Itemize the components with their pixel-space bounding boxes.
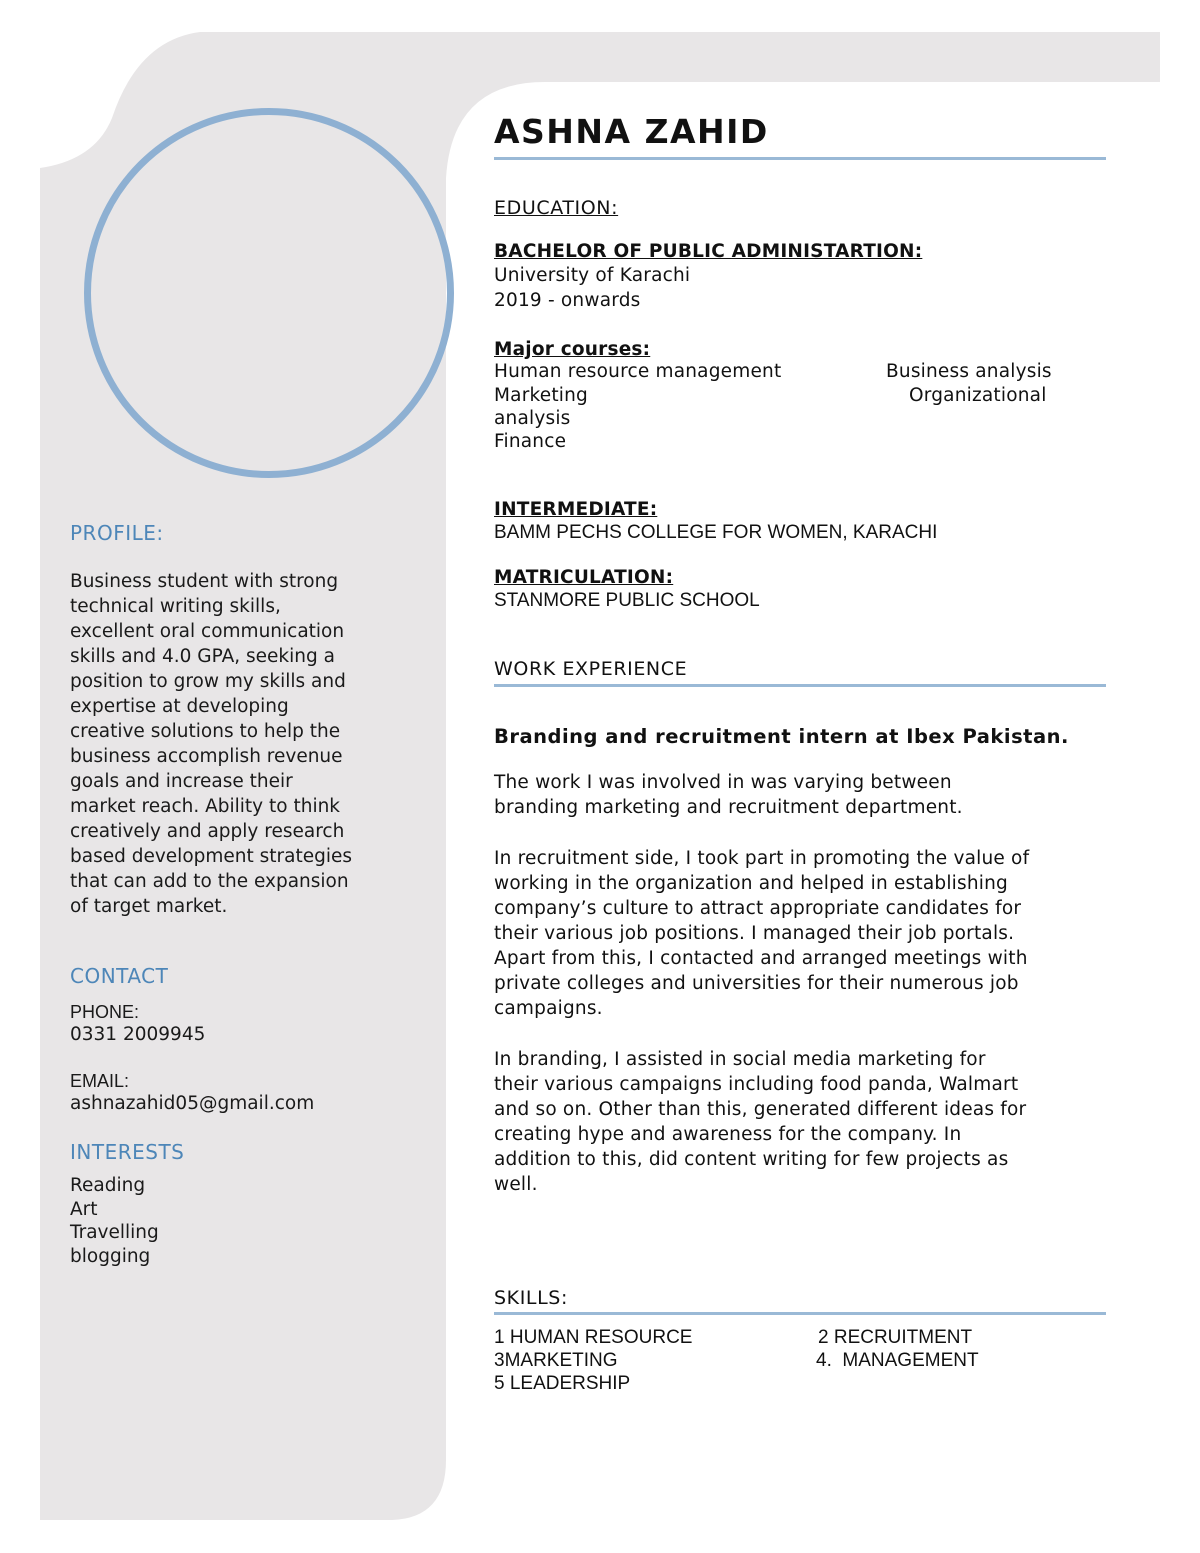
- paragraph-line: their various job positions. I managed their job portals.: [494, 923, 1015, 944]
- work-paragraph: [494, 1047, 1114, 1197]
- profile-line: creative solutions to help the: [70, 721, 341, 742]
- paragraph-line: addition to this, did content writing for few projects as: [494, 1149, 1009, 1170]
- paragraph-line: and so on. Other than this, generated different ideas for: [494, 1099, 1027, 1120]
- job-title: Branding and recruitment intern at Ibex Pakistan.: [494, 725, 1069, 748]
- profile-line: position to grow my skills and: [70, 671, 346, 692]
- candidate-name: ASHNA ZAHID: [494, 112, 769, 151]
- name-divider: [494, 157, 1106, 160]
- course-item: Organizational: [909, 385, 1047, 406]
- profile-line: creatively and apply research: [70, 821, 345, 842]
- degree-title: BACHELOR OF PUBLIC ADMINISTARTION:: [494, 241, 923, 262]
- paragraph-line: In branding, I assisted in social media marketing for: [494, 1049, 986, 1070]
- course-item: analysis: [494, 408, 571, 429]
- work-paragraph: [494, 846, 1114, 1021]
- interests-heading: INTERESTS: [70, 1140, 185, 1164]
- paragraph-line: Apart from this, I contacted and arranged meetings with: [494, 948, 1028, 969]
- paragraph-line: company’s culture to attract appropriate candidates for: [494, 898, 1022, 919]
- matriculation-heading: MATRICULATION:: [494, 567, 674, 588]
- course-item: Business analysis: [886, 361, 1052, 382]
- skill-item: 4. MANAGEMENT: [816, 1350, 979, 1371]
- education-heading: EDUCATION:: [494, 197, 619, 219]
- interests-list: [70, 1174, 410, 1268]
- work-divider: [494, 684, 1106, 687]
- skills-heading: SKILLS:: [494, 1287, 568, 1309]
- course-item: Finance: [494, 431, 567, 452]
- skill-item: 1 HUMAN RESOURCE: [494, 1327, 693, 1348]
- profile-line: business accomplish revenue: [70, 746, 343, 767]
- matriculation-school: STANMORE PUBLIC SCHOOL: [494, 590, 760, 611]
- profile-line: based development strategies: [70, 846, 353, 867]
- intermediate-heading: INTERMEDIATE:: [494, 499, 658, 520]
- skill-item: 2 RECRUITMENT: [818, 1327, 973, 1348]
- courses-heading: Major courses:: [494, 339, 651, 360]
- work-paragraph: [494, 770, 1114, 820]
- course-item: Marketing: [494, 385, 589, 406]
- profile-heading: PROFILE:: [70, 521, 164, 545]
- paragraph-line: their various campaigns including food panda, Walmart: [494, 1074, 1019, 1095]
- work-experience-heading: WORK EXPERIENCE: [494, 658, 688, 680]
- paragraph-line: In recruitment side, I took part in promoting the value of: [494, 848, 1030, 869]
- interest-item: blogging: [70, 1245, 151, 1267]
- profile-line: technical writing skills,: [70, 596, 281, 617]
- profile-line: Business student with strong: [70, 571, 339, 592]
- profile-photo-placeholder: [84, 108, 454, 478]
- profile-line: that can add to the expansion: [70, 871, 349, 892]
- paragraph-line: well.: [494, 1174, 538, 1195]
- university-name: University of Karachi: [494, 265, 691, 286]
- interest-item: Reading: [70, 1175, 146, 1196]
- phone-label: PHONE:: [70, 1002, 140, 1022]
- paragraph-line: campaigns.: [494, 998, 603, 1019]
- interest-item: Art: [70, 1198, 98, 1220]
- interest-item: Travelling: [70, 1222, 159, 1243]
- intermediate-school: BAMM PECHS COLLEGE FOR WOMEN, KARACHI: [494, 522, 938, 543]
- profile-line: goals and increase their: [70, 771, 293, 792]
- course-item: Human resource management: [494, 361, 782, 382]
- paragraph-line: creating hype and awareness for the company. In: [494, 1124, 962, 1145]
- profile-line: market reach. Ability to think: [70, 796, 341, 817]
- skills-divider: [494, 1312, 1106, 1315]
- profile-summary: [70, 569, 410, 919]
- profile-line: excellent oral communication: [70, 621, 345, 642]
- profile-line: skills and 4.0 GPA, seeking a: [70, 646, 335, 667]
- paragraph-line: private colleges and universities for their numerous job: [494, 973, 1019, 994]
- profile-line: expertise at developing: [70, 696, 289, 717]
- degree-years: 2019 - onwards: [494, 290, 641, 311]
- skill-item: 5 LEADERSHIP: [494, 1373, 631, 1394]
- paragraph-line: branding marketing and recruitment department.: [494, 797, 963, 818]
- skill-item: 3MARKETING: [494, 1350, 618, 1371]
- email-address[interactable]: ashnazahid05@gmail.com: [70, 1093, 315, 1114]
- contact-heading: CONTACT: [70, 964, 169, 988]
- profile-line: of target market.: [70, 896, 228, 917]
- email-label: EMAIL:: [70, 1071, 130, 1091]
- paragraph-line: working in the organization and helped in establishing: [494, 873, 1008, 894]
- paragraph-line: The work I was involved in was varying between: [494, 772, 952, 793]
- phone-number: 0331 2009945: [70, 1024, 206, 1045]
